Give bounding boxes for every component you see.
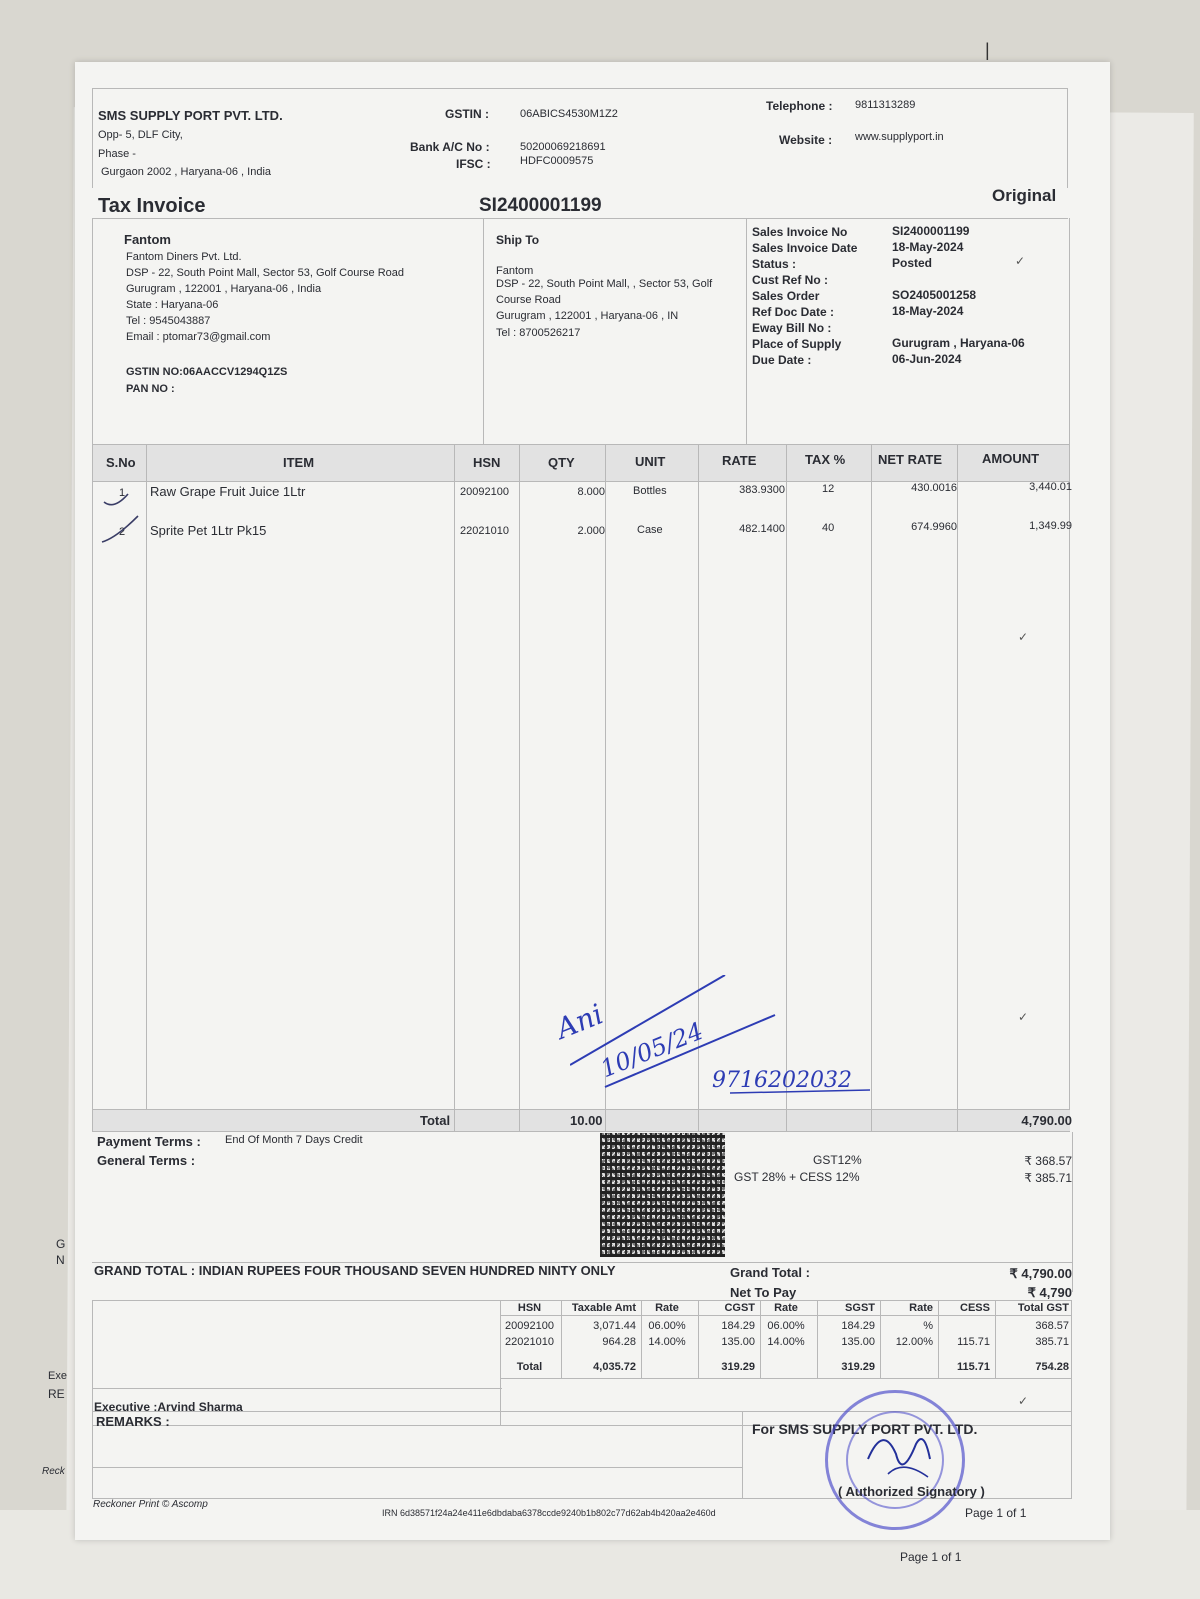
margin-letter: Exe: [48, 1370, 67, 1382]
handwritten-initials: Ani: [551, 997, 608, 1046]
col-header-amount: AMOUNT: [982, 451, 1040, 466]
margin-letter: Reck: [42, 1466, 65, 1477]
meta-value: 06-Jun-2024: [892, 352, 962, 366]
net-to-pay-value: ₹ 4,790: [1027, 1285, 1072, 1300]
qr-code: [600, 1133, 725, 1257]
tax-table-cell: %: [923, 1320, 933, 1332]
items-total-label: Total: [420, 1113, 451, 1128]
row-tick-2: [102, 516, 138, 542]
company-seal: [825, 1390, 965, 1530]
ship-to-label: Ship To: [496, 233, 540, 247]
item-sno: 1: [119, 487, 126, 499]
general-terms-label: General Terms :: [97, 1153, 196, 1168]
items-total-amount: 4,790.00: [1021, 1113, 1072, 1128]
item-name: Sprite Pet 1Ltr Pk15: [150, 523, 267, 538]
ship-to-line1: DSP - 22, South Point Mall, , Sector 53, Golf: [496, 278, 713, 290]
amount-in-words: GRAND TOTAL : INDIAN RUPEES FOUR THOUSAND SEVEN HUNDRED NINTY ONLY: [94, 1263, 616, 1278]
col-header-item: ITEM: [283, 455, 315, 470]
check-mark-icon: ✓: [1015, 254, 1026, 268]
item-tax: 12: [822, 483, 835, 495]
margin-letter: RE: [48, 1387, 65, 1401]
authorized-signatory: ( Authorized Signatory ): [838, 1484, 985, 1499]
gst-summary-label: GST12%: [813, 1153, 862, 1167]
tax-table-cell: 135.00: [841, 1336, 875, 1348]
meta-label: Status :: [752, 257, 797, 271]
second-page-number: Page 1 of 1: [900, 1550, 962, 1564]
bill-to-name: Fantom: [124, 232, 171, 247]
gstin-value: 06ABICS4530M1Z2: [520, 108, 618, 120]
item-qty: 8.000: [577, 486, 605, 498]
check-mark-icon: ✓: [1018, 1010, 1029, 1024]
tax-table-total: 4,035.72: [593, 1361, 636, 1373]
grand-total-value: ₹ 4,790.00: [1009, 1266, 1072, 1281]
ship-to-line2: Course Road: [496, 294, 561, 306]
copy-label: Original: [992, 186, 1057, 205]
meta-value: 18-May-2024: [892, 240, 964, 254]
meta-value: Posted: [892, 256, 933, 270]
company-address-2: Phase -: [98, 148, 136, 160]
bank-value: 50200069218691: [520, 141, 606, 153]
bill-to-pan: PAN NO :: [126, 383, 175, 395]
tax-table-cell: 385.71: [1035, 1336, 1069, 1348]
gst-summary-label: GST 28% + CESS 12%: [734, 1170, 860, 1184]
doc-title: Tax Invoice: [98, 195, 206, 217]
meta-label: Sales Invoice No: [752, 225, 848, 239]
payment-terms-value: End Of Month 7 Days Credit: [225, 1134, 363, 1146]
col-header-rate: RATE: [722, 453, 757, 468]
tax-table-cell: 135.00: [721, 1336, 755, 1348]
item-unit: Bottles: [633, 485, 667, 497]
reckoner-credit: Reckoner Print © Ascomp: [93, 1499, 208, 1510]
tax-table-total: Total: [516, 1361, 543, 1373]
item-amount: 3,440.01: [1029, 481, 1072, 493]
row-tick-1: [104, 494, 128, 505]
tax-table-cell: 964.28: [602, 1336, 636, 1348]
pen-mark: |: [985, 40, 990, 60]
meta-label: Cust Ref No :: [752, 273, 828, 287]
website-label: Website :: [779, 133, 833, 147]
tax-table-header: Taxable Amt: [571, 1302, 636, 1314]
tax-table-cell: 3,071.44: [593, 1320, 636, 1332]
tax-table-cell: 368.57: [1035, 1320, 1069, 1332]
tax-table-total: 754.28: [1035, 1361, 1069, 1373]
irn-number: IRN 6d38571f24a24e411e6dbdaba6378ccde9240b1b802c77d62ab4b420aa2e460d: [382, 1508, 716, 1518]
bill-to-tel: Tel : 9545043887: [126, 315, 211, 327]
item-qty: 2.000: [577, 525, 605, 537]
executive: Executive :Arvind Sharma: [94, 1400, 243, 1414]
tax-table-cell: 184.29: [721, 1320, 755, 1332]
ifsc-value: HDFC0009575: [520, 155, 594, 167]
tax-table-header: Rate: [655, 1302, 679, 1314]
website-value: www.supplyport.in: [855, 131, 944, 143]
col-header-qty: QTY: [548, 455, 575, 470]
tick-marks: [100, 480, 146, 550]
tax-table-header: SGST: [845, 1302, 875, 1314]
col-header-hsn: HSN: [473, 455, 501, 470]
remarks-label: REMARKS :: [96, 1414, 170, 1429]
item-tax: 40: [822, 522, 835, 534]
gst-summary-value: ₹ 385.71: [1024, 1171, 1072, 1185]
meta-label: Place of Supply: [752, 337, 842, 351]
item-hsn: 22021010: [460, 525, 509, 537]
signature-stroke: [888, 1467, 928, 1477]
col-header-tax: TAX %: [805, 452, 846, 467]
item-name: Raw Grape Fruit Juice 1Ltr: [150, 484, 306, 499]
ship-to-tel: Tel : 8700526217: [496, 327, 581, 339]
signature-stroke: [868, 1439, 930, 1464]
tax-table-total: 319.29: [841, 1361, 875, 1373]
for-company: For SMS SUPPLY PORT PVT. LTD.: [752, 1421, 978, 1437]
bank-label: Bank A/C No :: [410, 140, 490, 154]
gstin-label: GSTIN :: [445, 107, 489, 121]
tax-table-header: CESS: [960, 1302, 990, 1314]
bill-to-line2: DSP - 22, South Point Mall, Sector 53, Golf Course Road: [126, 267, 404, 279]
net-to-pay-label: Net To Pay: [730, 1285, 797, 1300]
grand-total-label: Grand Total :: [730, 1265, 810, 1280]
margin-letter: N: [56, 1253, 65, 1267]
tax-table-cell: 20092100: [505, 1320, 554, 1332]
tax-table-cell: 22021010: [505, 1336, 554, 1348]
handwritten-date: 10/05/24: [596, 1016, 708, 1084]
item-amount: 1,349.99: [1029, 520, 1072, 532]
item-rate: 482.1400: [739, 523, 785, 535]
item-rate: 383.9300: [739, 484, 785, 496]
item-hsn: 20092100: [460, 486, 509, 498]
meta-value: SI2400001199: [892, 224, 970, 238]
item-sno: 2: [119, 526, 126, 538]
telephone-value: 9811313289: [855, 99, 916, 111]
tax-table-total: 319.29: [721, 1361, 755, 1373]
tax-table-cell: 14.00%: [648, 1336, 686, 1348]
telephone-label: Telephone :: [766, 99, 833, 113]
tax-table-header: Total GST: [1017, 1302, 1069, 1314]
tax-table-cell: 06.00%: [767, 1320, 805, 1332]
ifsc-label: IFSC :: [456, 157, 491, 171]
page-number: Page 1 of 1: [965, 1506, 1027, 1520]
meta-label: Due Date :: [752, 353, 812, 367]
meta-value: 18-May-2024: [892, 304, 964, 318]
tax-table-cell: 184.29: [841, 1320, 875, 1332]
company-name: SMS SUPPLY PORT PVT. LTD.: [98, 108, 283, 123]
tax-table-header: CGST: [724, 1302, 755, 1314]
item-net-rate: 430.0016: [911, 482, 957, 494]
company-address-1: Opp- 5, DLF City,: [98, 129, 183, 141]
item-unit: Case: [637, 524, 663, 536]
tax-table-cell: 12.00%: [895, 1336, 933, 1348]
handwritten-phone: 9716202032: [712, 1068, 852, 1093]
check-mark-icon: ✓: [1018, 1394, 1029, 1408]
bill-to-email: Email : ptomar73@gmail.com: [126, 331, 271, 343]
tax-table-cell: 14.00%: [767, 1336, 805, 1348]
tax-table-total: 115.71: [956, 1361, 990, 1373]
bill-to-gstin: GSTIN NO:06AACCV1294Q1ZS: [126, 366, 288, 378]
ship-to-name: Fantom: [496, 265, 534, 277]
meta-label: Sales Invoice Date: [752, 241, 858, 255]
bill-to-line3: Gurugram , 122001 , Haryana-06 , India: [126, 283, 322, 295]
gst-summary-value: ₹ 368.57: [1024, 1154, 1072, 1168]
meta-label: Eway Bill No :: [752, 321, 832, 335]
col-header-unit: UNIT: [635, 454, 666, 469]
tax-table-header: Rate: [774, 1302, 798, 1314]
company-address-3: Gurgaon 2002 , Haryana-06 , India: [101, 166, 272, 178]
meta-label: Ref Doc Date :: [752, 305, 835, 319]
meta-value: Gurugram , Haryana-06: [892, 336, 1025, 350]
meta-label: Sales Order: [752, 289, 820, 303]
tax-table-header: Rate: [909, 1302, 933, 1314]
tax-table-cell: 115.71: [957, 1336, 990, 1348]
meta-value: SO2405001258: [892, 288, 977, 302]
tax-table-cell: 06.00%: [648, 1320, 686, 1332]
tax-table-header: HSN: [517, 1302, 542, 1314]
col-header-sno: S.No: [106, 455, 136, 470]
items-total-qty: 10.00: [570, 1113, 603, 1128]
col-header-net-rate: NET RATE: [878, 452, 943, 467]
payment-terms-label: Payment Terms :: [97, 1134, 201, 1149]
ship-to-line3: Gurugram , 122001 , Haryana-06 , IN: [496, 310, 679, 322]
margin-letter: G: [56, 1237, 66, 1251]
check-mark-icon: ✓: [1018, 630, 1029, 644]
item-net-rate: 674.9960: [911, 521, 957, 533]
bill-to-line1: Fantom Diners Pvt. Ltd.: [126, 251, 242, 263]
bill-to-state: State : Haryana-06: [126, 299, 219, 311]
invoice-number-heading: SI2400001199: [479, 195, 602, 216]
